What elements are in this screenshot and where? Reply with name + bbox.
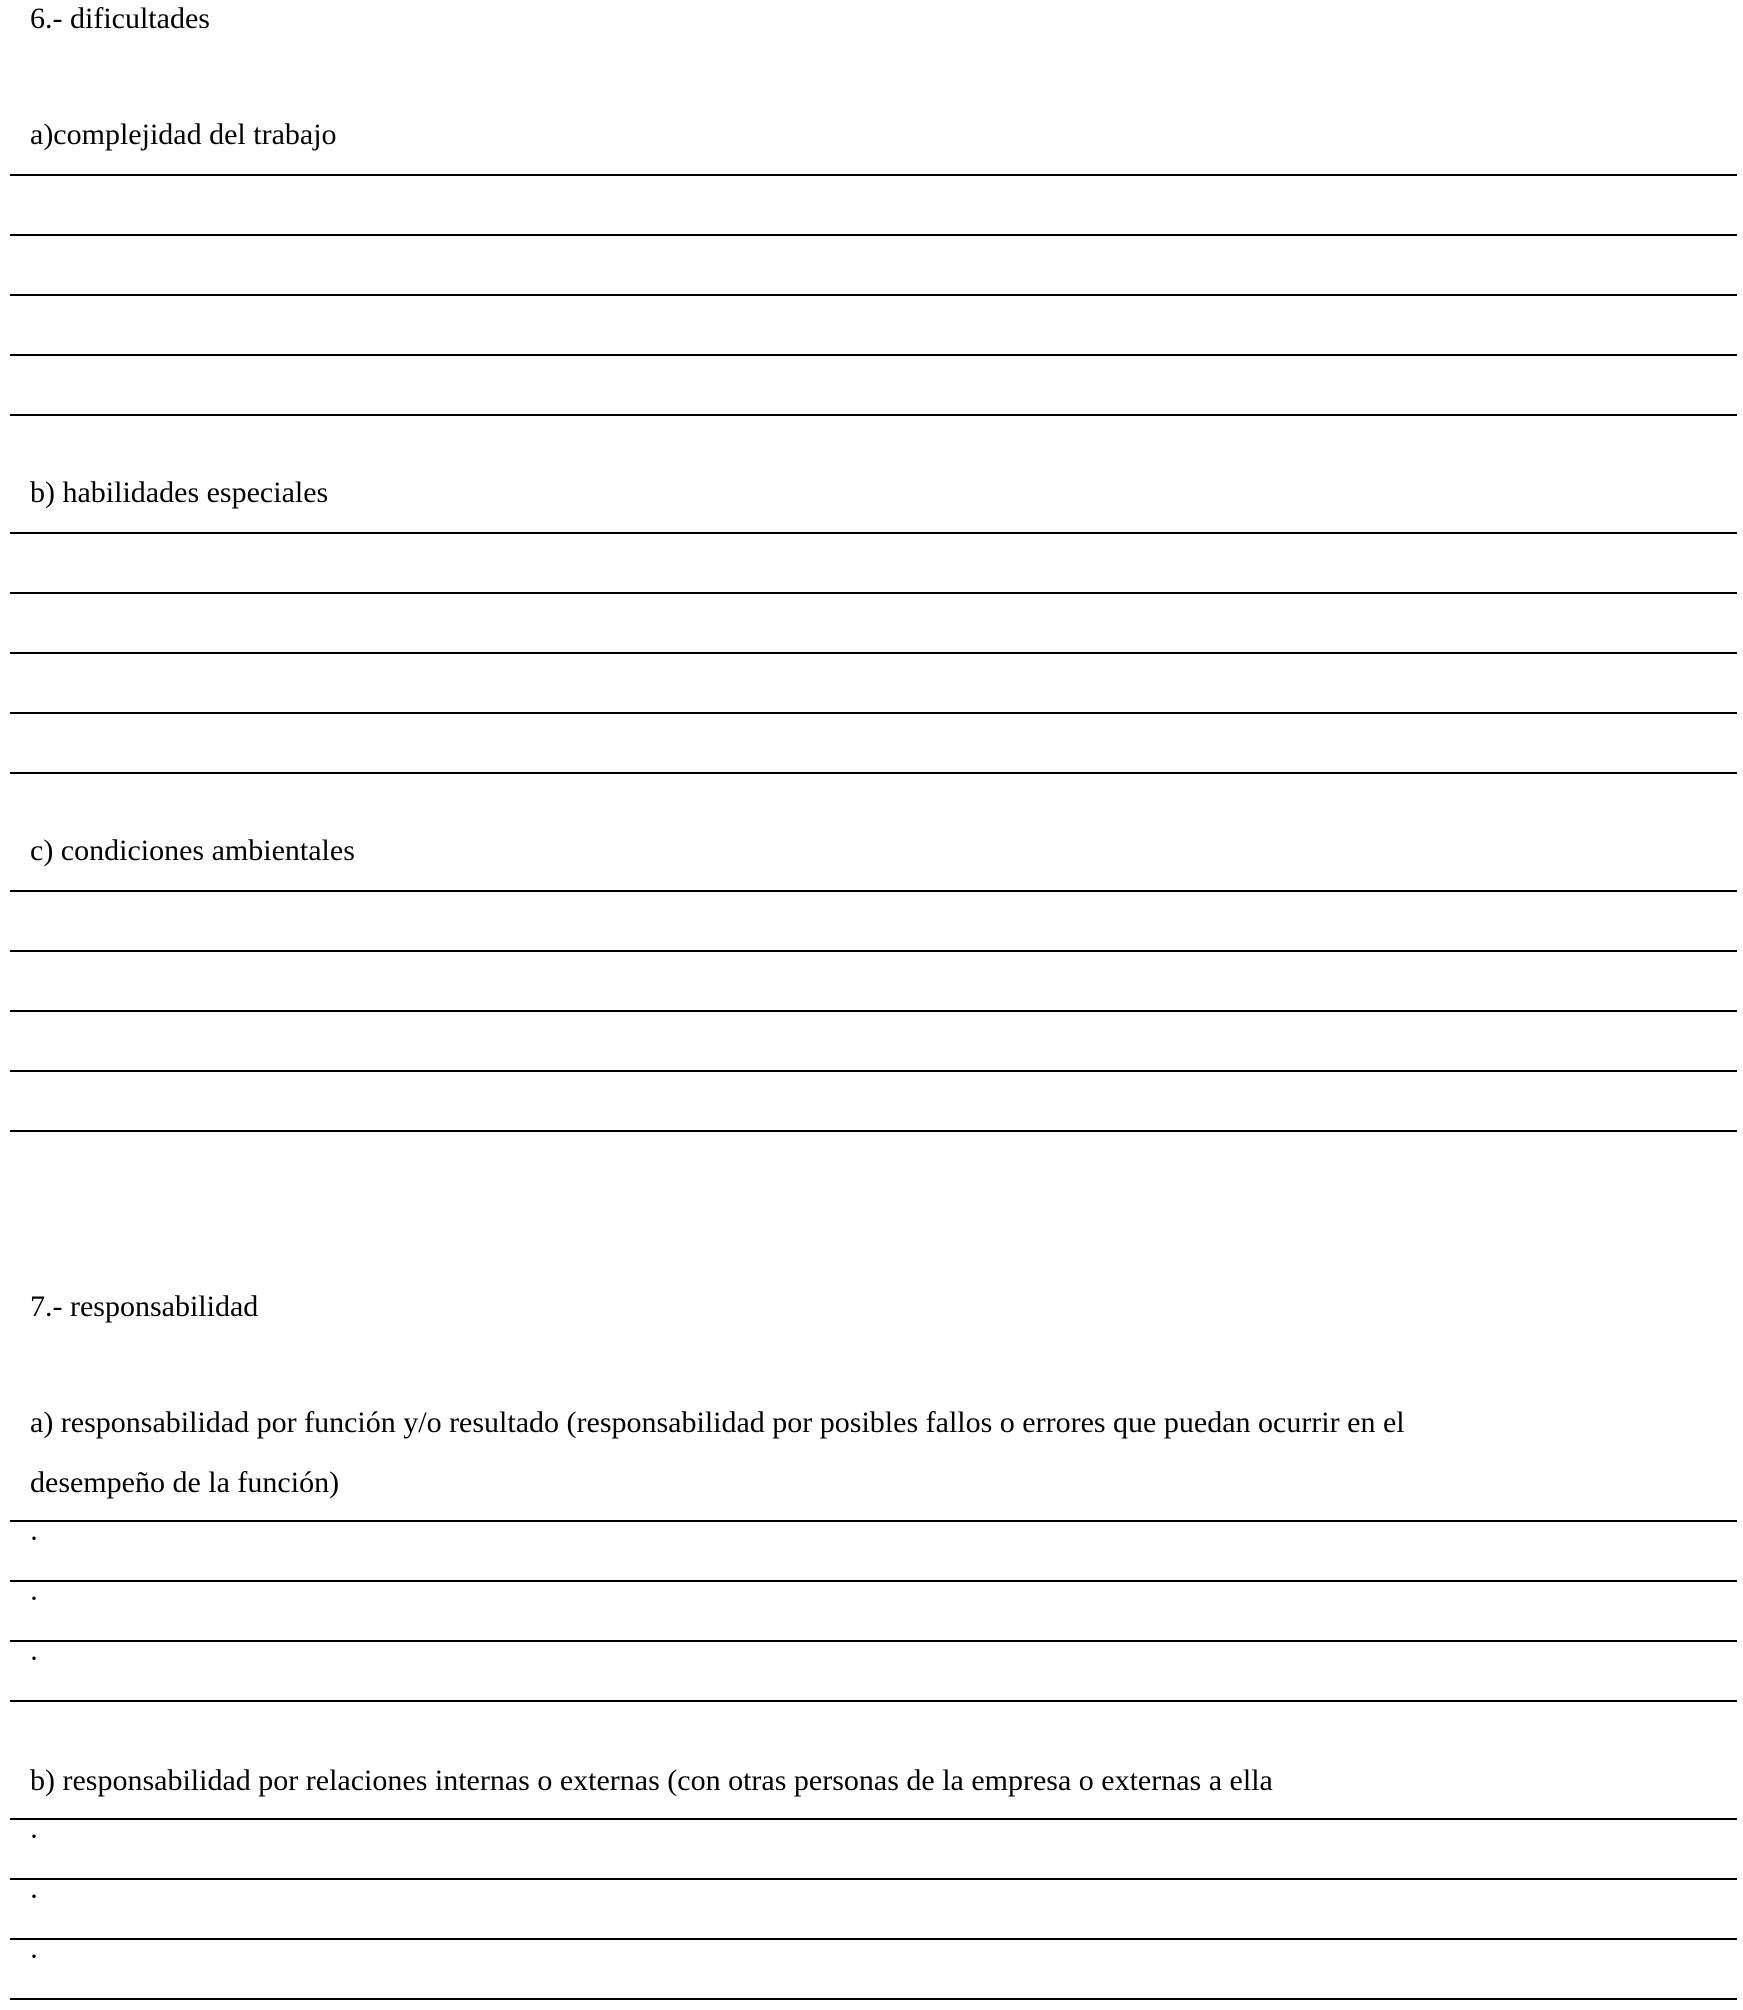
bullet-7a-1: · [29,1522,39,1555]
answer-line-7b-4[interactable] [10,1998,1737,2000]
answer-line-6c-5[interactable] [10,1130,1737,1132]
bullet-7a-2: · [29,1582,39,1615]
bullet-7b-3: · [29,1940,39,1973]
section-6b-label: b) habilidades especiales [30,476,329,509]
answer-line-7a-3[interactable] [10,1640,1737,1642]
answer-line-6a-2[interactable] [10,234,1737,236]
section-6a-label: a)complejidad del trabajo [30,118,337,151]
answer-line-7b-3[interactable] [10,1938,1737,1940]
answer-line-6c-4[interactable] [10,1070,1737,1072]
answer-line-6b-3[interactable] [10,652,1737,654]
answer-line-7a-4[interactable] [10,1700,1737,1702]
answer-line-6c-3[interactable] [10,1010,1737,1012]
answer-line-6a-1[interactable] [10,174,1737,176]
answer-line-6a-5[interactable] [10,414,1737,416]
bullet-7a-3: · [29,1642,39,1675]
bullet-7b-1: · [29,1820,39,1853]
section-7a-label-line2: desempeño de la función) [30,1466,340,1499]
section-7b-label: b) responsabilidad por relaciones internas o externas (con otras personas de la empresa o externas a ella [30,1764,1273,1797]
answer-line-7a-2[interactable] [10,1580,1737,1582]
answer-line-6c-2[interactable] [10,950,1737,952]
answer-line-6c-1[interactable] [10,890,1737,892]
answer-line-7a-1[interactable] [10,1520,1737,1522]
answer-line-6b-5[interactable] [10,772,1737,774]
answer-line-7b-2[interactable] [10,1878,1737,1880]
section-7a-label-line1: a) responsabilidad por función y/o resultado (responsabilidad por posibles fallos o errores que puedan ocurrir en el [30,1406,1405,1439]
answer-line-6b-4[interactable] [10,712,1737,714]
answer-line-6a-3[interactable] [10,294,1737,296]
section-7-heading: 7.- responsabilidad [30,1290,259,1323]
bullet-7b-2: · [29,1880,39,1913]
answer-line-6a-4[interactable] [10,354,1737,356]
section-6c-label: c) condiciones ambientales [30,834,355,867]
answer-line-6b-2[interactable] [10,592,1737,594]
answer-line-7b-1[interactable] [10,1818,1737,1820]
answer-line-6b-1[interactable] [10,532,1737,534]
section-6-heading: 6.- dificultades [30,2,210,35]
